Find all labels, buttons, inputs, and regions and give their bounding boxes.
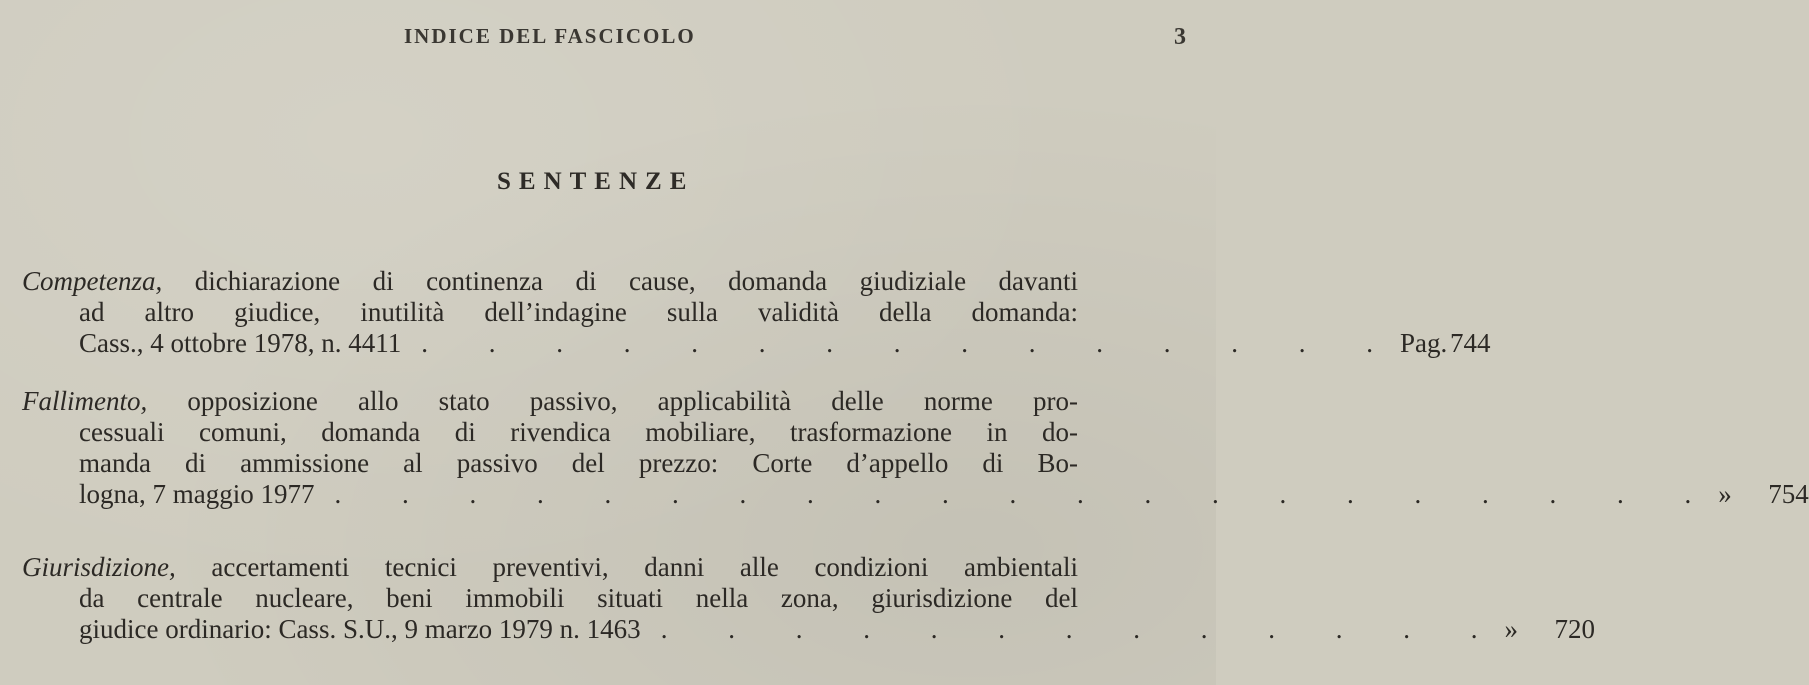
page-reference [1504,614,1595,645]
entry-subject: Fallimento, [22,386,148,416]
dot-leader: . . . . . . . . . . . . . [660,614,1505,644]
entry-line: ad altro giudice, inutilità dell’indagine sulla validità della domanda: [79,297,1078,327]
index-entry [22,386,1809,510]
entry-line: manda di ammissione al passivo del prezzo: Corte d’appello di Bo- [79,448,1078,478]
page-reference [1718,479,1809,510]
entry-citation-line [22,328,1491,359]
running-title: INDICE DEL FASCICOLO [404,24,696,48]
entry-subject: Competenza, [22,266,163,296]
page-ref-number: 720 [1554,614,1595,644]
index-entry [22,266,1491,359]
entry-citation: giudice ordinario: Cass. S.U., 9 marzo 1979 n. 1463 [79,614,641,644]
entry-citation-line [22,479,1809,510]
entry-line [22,386,1078,417]
index-entry [22,552,1595,645]
page-number: 3 [1174,24,1186,50]
dot-leader: . . . . . . . . . . . . . . . . . . . . . [334,479,1719,509]
entry-line: cessuali comuni, domanda di rivendica mobiliare, trasformazione in do- [79,417,1078,447]
page-reference [1400,328,1491,359]
entry-citation-line [22,614,1595,645]
entry-citation: logna, 7 maggio 1977 [79,479,315,509]
entry-text: accertamenti tecnici preventivi, danni alle condizioni ambientali [175,552,1078,582]
page-ref-mark: » [1504,614,1518,644]
entry-line: da centrale nucleare, beni immobili situati nella zona, giurisdizione del [79,583,1078,613]
page-ref-mark: Pag. [1399,328,1448,358]
entry-subject: Giurisdizione, [22,552,176,582]
entry-text: opposizione allo stato passivo, applicabilità delle norme pro- [147,386,1078,416]
entry-citation: Cass., 4 ottobre 1978, n. 4411 [79,328,402,358]
page-ref-number: 744 [1449,328,1491,358]
dot-leader: . . . . . . . . . . . . . . . [421,328,1400,358]
page-ref-number: 754 [1768,479,1809,509]
entry-line [22,266,1078,297]
page-ref-mark: » [1718,479,1732,509]
section-title: SENTENZE [497,168,695,195]
entry-text: dichiarazione di continenza di cause, domanda giudiziale davanti [162,266,1078,296]
entry-line [22,552,1078,583]
